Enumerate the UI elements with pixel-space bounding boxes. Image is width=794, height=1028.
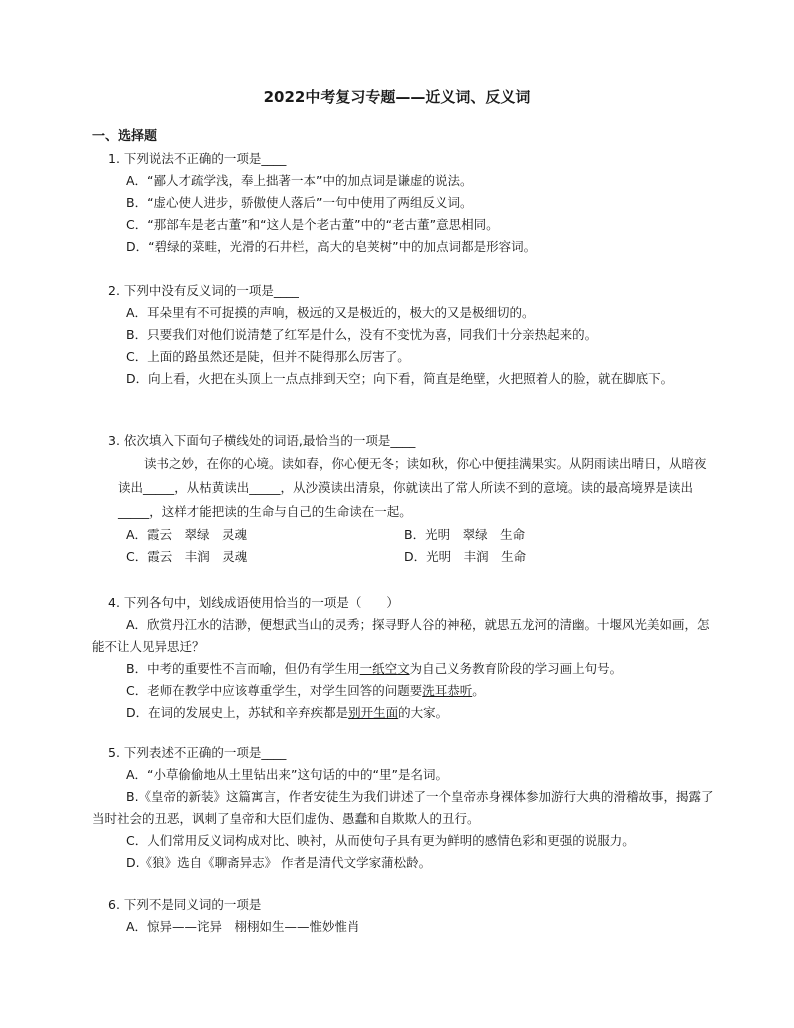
question-stem: 3. 依次填入下面句子横线处的词语,最恰当的一项是____ bbox=[108, 433, 416, 448]
option-text: 。 bbox=[472, 683, 485, 698]
option-b: B．光明 翠绿 生命 bbox=[404, 527, 526, 542]
options-row bbox=[92, 524, 716, 546]
section-heading: 一、选择题 bbox=[92, 129, 158, 144]
question-2 bbox=[92, 280, 716, 390]
question-1 bbox=[92, 148, 716, 258]
option-c: C．“那部车是老古董”和“这人是个老古董”中的“老古董”意思相同。 bbox=[126, 217, 499, 232]
option-d: D．向上看，火把在头顶上一点点排到天空；向下看，简直是绝壁，火把照着人的脸，就在脚底下。 bbox=[126, 371, 674, 386]
option-a: A．霞云 翠绿 灵魂 bbox=[126, 527, 248, 542]
question-stem: 2. 下列中没有反义词的一项是____ bbox=[108, 283, 299, 298]
option-d bbox=[92, 702, 716, 724]
question-5 bbox=[92, 742, 716, 874]
underlined-idiom: 洗耳恭听 bbox=[422, 683, 473, 698]
option-text: B．中考的重要性不言而喻，但仍有学生用 bbox=[126, 661, 360, 676]
option-a: A．耳朵里有不可捉摸的声响，极远的又是极近的，极大的又是极细切的。 bbox=[126, 305, 535, 320]
question-4 bbox=[92, 592, 716, 724]
underlined-idiom: 一纸空文 bbox=[359, 661, 410, 676]
option-b: B.《皇帝的新装》这篇寓言，作者安徒生为我们讲述了一个皇帝赤身裸体参加游行大典的滑稽故事，揭露了当时社会的丑恶，讽刺了皇帝和大臣们虚伪、愚蠢和自欺欺人的丑行。 bbox=[92, 789, 714, 826]
option-b: B．只要我们对他们说清楚了红军是什么，没有不变忧为喜，同我们十分亲热起来的。 bbox=[126, 327, 598, 342]
underlined-idiom: 别开生面 bbox=[348, 705, 399, 720]
question-stem: 6. 下列不是同义词的一项是 bbox=[108, 897, 262, 912]
options-row bbox=[92, 546, 716, 568]
question-6 bbox=[92, 894, 716, 938]
question-stem: 4. 下列各句中，划线成语使用恰当的一项是（ ） bbox=[108, 595, 399, 610]
option-text: D．在词的发展史上，苏轼和辛弃疾都是 bbox=[126, 705, 349, 720]
option-text: C．老师在教学中应该尊重学生，对学生回答的问题要 bbox=[126, 683, 423, 698]
option-d: D．“碧绿的菜畦，光滑的石井栏，高大的皂荚树”中的加点词都是形容词。 bbox=[126, 239, 537, 254]
option-a: A．惊异——诧异 栩栩如生——惟妙惟肖 bbox=[126, 919, 360, 934]
option-a: A．“鄙人才疏学浅，奉上拙著一本”中的加点词是谦虚的说法。 bbox=[126, 173, 473, 188]
document-title: 2022中考复习专题——近义词、反义词 bbox=[263, 88, 531, 106]
option-d: D.《狼》选自《聊斋异志》 作者是清代文学家蒲松龄。 bbox=[126, 855, 432, 870]
option-a: A．“小草偷偷地从土里钻出来”这句话的中的“里”是名词。 bbox=[126, 767, 448, 782]
reading-passage: 读书之妙，在你的心境。读如春，你心便无冬；读如秋，你心中便挂满果实。从阴雨读出晴日，从暗夜读出_____，从枯黄读出_____，从沙漠读出清泉，你就读出了常人所读不到的意境。读的最高境界是读出_____，这样才能把读的生命与自己的生命读在一起。 bbox=[118, 456, 707, 519]
question-stem: 1. 下列说法不正确的一项是____ bbox=[108, 151, 287, 166]
question-3 bbox=[92, 430, 716, 568]
option-b bbox=[92, 658, 716, 680]
option-text: 为自己义务教育阶段的学习画上句号。 bbox=[409, 661, 623, 676]
option-c: C．人们常用反义词构成对比、映衬，从而使句子具有更为鲜明的感情色彩和更强的说服力。 bbox=[126, 833, 635, 848]
option-d: D．光明 丰润 生命 bbox=[404, 549, 527, 564]
option-a: A．欣赏丹江水的洁渺，便想武当山的灵秀；探寻野人谷的神秘，就思五龙河的清幽。十堰风光美如画，怎能不让人见异思迁？ bbox=[92, 617, 710, 654]
option-c: C．上面的路虽然还是陡，但并不陡得那么厉害了。 bbox=[126, 349, 410, 364]
option-b: B．“虚心使人进步，骄傲使人落后”一句中使用了两组反义词。 bbox=[126, 195, 473, 210]
question-stem: 5. 下列表述不正确的一项是____ bbox=[108, 745, 287, 760]
option-c bbox=[92, 680, 716, 702]
option-c: C．霞云 丰润 灵魂 bbox=[126, 549, 248, 564]
option-text: 的大家。 bbox=[398, 705, 449, 720]
